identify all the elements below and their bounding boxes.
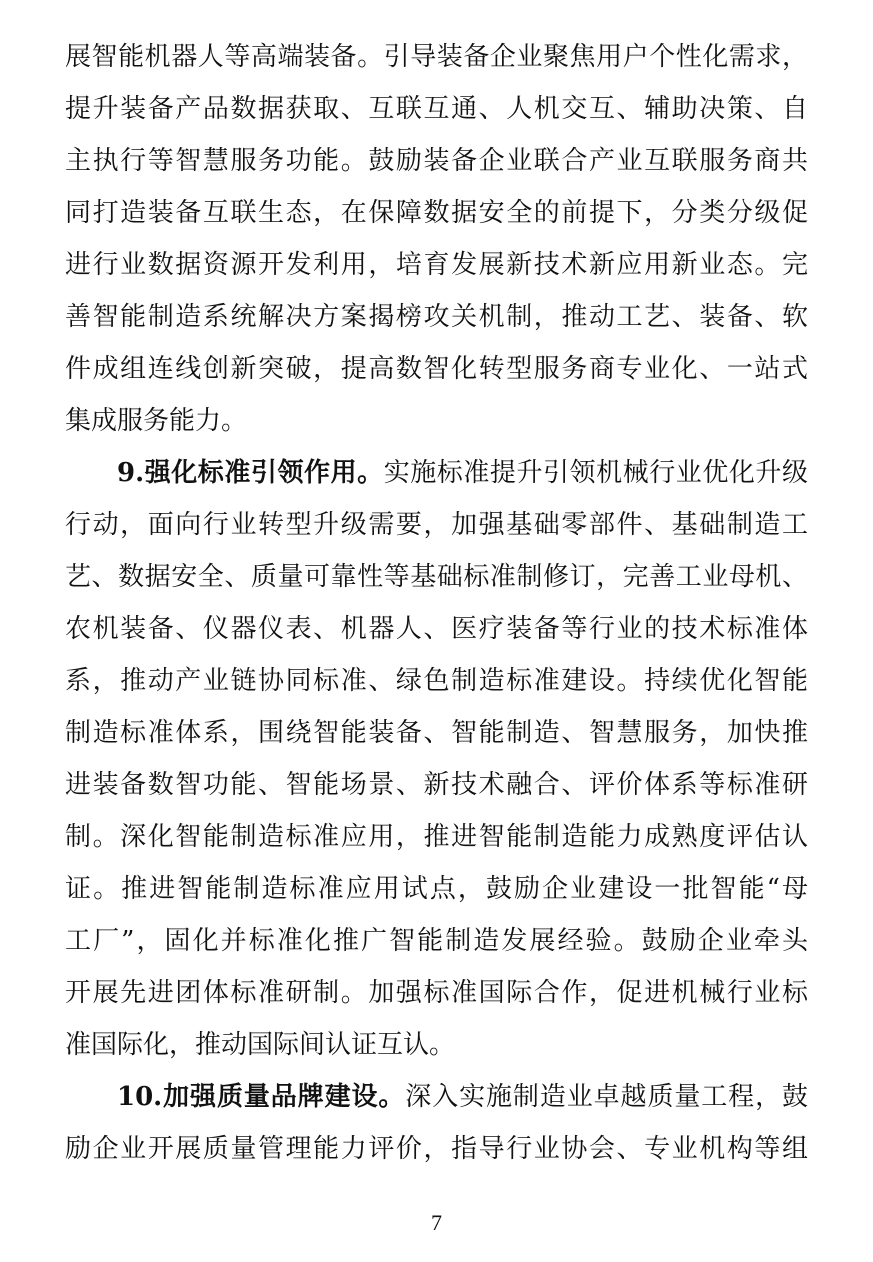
body-text-line: 制造标准体系，围绕智能装备、智能制造、智慧服务，加快推 xyxy=(65,718,808,748)
body-text-line: 主执行等智慧服务功能。鼓励装备企业联合产业互联服务商共 xyxy=(65,146,808,176)
body-text-line: 证。推进智能制造标准应用试点，鼓励企业建设一批智能“母 xyxy=(65,874,808,904)
body-text-line: 同打造装备互联生态，在保障数据安全的前提下，分类分级促 xyxy=(65,198,808,228)
section-10-lead-text: 深入实施制造业卓越质量工程，鼓 xyxy=(405,1082,808,1112)
body-text-line: 制。深化智能制造标准应用，推进智能制造能力成熟度评估认 xyxy=(65,822,808,852)
page-number: 7 xyxy=(431,1210,442,1235)
body-text-line: 展智能机器人等高端装备。引导装备企业聚焦用户个性化需求， xyxy=(65,42,808,72)
section-10-heading: 10.加强质量品牌建设。 xyxy=(117,1082,406,1112)
body-text-line: 准国际化，推动国际间认证互认。 xyxy=(65,1030,456,1060)
body-text-line: 开展先进团体标准研制。加强标准国际合作，促进机械行业标 xyxy=(65,978,808,1008)
section-9-first-line xyxy=(117,453,808,493)
section-9-heading: 9.强化标准引领作用。 xyxy=(117,458,384,488)
body-text-line: 系，推动产业链协同标准、绿色制造标准建设。持续优化智能 xyxy=(65,666,808,696)
body-text-line: 件成组连线创新突破，提高数智化转型服务商专业化、一站式 xyxy=(65,354,808,384)
body-text-line: 农机装备、仪器仪表、机器人、医疗装备等行业的技术标准体 xyxy=(65,614,808,644)
body-text-line: 进装备数智功能、智能场景、新技术融合、评价体系等标准研 xyxy=(65,770,808,800)
section-9-lead-text: 实施标准提升引领机械行业优化升级 xyxy=(383,458,808,488)
body-text-line: 行动，面向行业转型升级需要，加强基础零部件、基础制造工 xyxy=(65,510,808,540)
body-text-line: 善智能制造系统解决方案揭榜攻关机制，推动工艺、装备、软 xyxy=(65,302,808,332)
body-text-line: 艺、数据安全、质量可靠性等基础标准制修订，完善工业母机、 xyxy=(65,562,808,592)
section-10-first-line xyxy=(117,1077,808,1117)
body-text-line: 工厂”，固化并标准化推广智能制造发展经验。鼓励企业牵头 xyxy=(65,926,808,956)
body-text-line: 励企业开展质量管理能力评价，指导行业协会、专业机构等组 xyxy=(65,1134,808,1164)
body-text-line: 集成服务能力。 xyxy=(65,406,248,436)
body-text-line: 提升装备产品数据获取、互联互通、人机交互、辅助决策、自 xyxy=(65,94,808,124)
body-text-line: 进行业数据资源开发利用，培育发展新技术新应用新业态。完 xyxy=(65,250,808,280)
